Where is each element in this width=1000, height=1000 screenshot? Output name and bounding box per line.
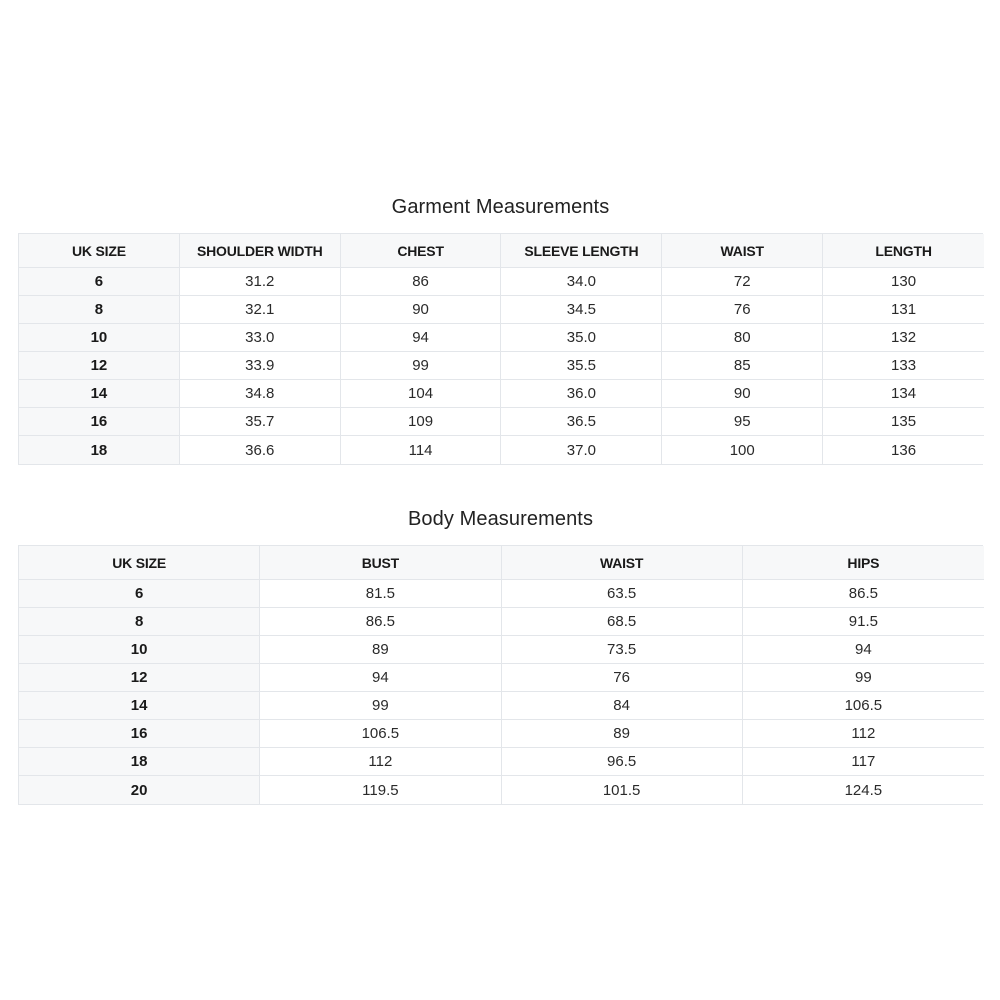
body-size-cell: 14 [19,692,260,720]
garment-cell-chest: 104 [341,380,502,408]
garment-size-cell: 16 [19,408,180,436]
body-cell-bust: 112 [260,748,501,776]
garment-cell-waist: 76 [662,296,823,324]
garment-header-length: LENGTH [823,234,984,268]
body-header-uk-size: UK SIZE [19,546,260,580]
body-header-row [19,546,984,580]
garment-cell-chest: 99 [341,352,502,380]
body-cell-bust: 94 [260,664,501,692]
body-measurements-section [18,505,983,805]
body-cell-bust: 106.5 [260,720,501,748]
body-header-waist: WAIST [502,546,743,580]
garment-cell-sleeve-length: 37.0 [501,436,662,464]
garment-cell-length: 135 [823,408,984,436]
body-header-hips: HIPS [743,546,984,580]
garment-cell-shoulder-width: 33.0 [180,324,341,352]
garment-cell-sleeve-length: 34.0 [501,268,662,296]
table-row [19,748,984,776]
garment-size-cell: 8 [19,296,180,324]
body-cell-bust: 99 [260,692,501,720]
garment-cell-length: 131 [823,296,984,324]
garment-cell-sleeve-length: 36.0 [501,380,662,408]
body-cell-waist: 96.5 [502,748,743,776]
table-row [19,664,984,692]
garment-header-uk-size: UK SIZE [19,234,180,268]
garment-cell-sleeve-length: 34.5 [501,296,662,324]
garment-measurements-section [18,193,983,465]
body-size-cell: 10 [19,636,260,664]
garment-cell-shoulder-width: 32.1 [180,296,341,324]
body-cell-waist: 76 [502,664,743,692]
garment-cell-chest: 90 [341,296,502,324]
table-row [19,268,984,296]
body-size-cell: 18 [19,748,260,776]
body-size-cell: 8 [19,608,260,636]
garment-size-cell: 6 [19,268,180,296]
body-cell-hips: 86.5 [743,580,984,608]
body-cell-bust: 86.5 [260,608,501,636]
table-row [19,352,984,380]
garment-cell-waist: 72 [662,268,823,296]
body-cell-waist: 101.5 [502,776,743,804]
table-row [19,692,984,720]
table-row [19,296,984,324]
garment-cell-length: 133 [823,352,984,380]
table-row [19,408,984,436]
body-cell-bust: 81.5 [260,580,501,608]
body-cell-hips: 94 [743,636,984,664]
body-table-wrapper [18,545,983,805]
garment-measurements-title: Garment Measurements [391,196,610,218]
table-row [19,636,984,664]
garment-cell-shoulder-width: 33.9 [180,352,341,380]
body-cell-hips: 124.5 [743,776,984,804]
garment-table-body [19,268,984,464]
garment-header-chest: CHEST [341,234,502,268]
table-row [19,380,984,408]
garment-cell-shoulder-width: 35.7 [180,408,341,436]
body-size-cell: 6 [19,580,260,608]
body-cell-bust: 119.5 [260,776,501,804]
garment-cell-waist: 85 [662,352,823,380]
body-cell-waist: 84 [502,692,743,720]
garment-cell-length: 132 [823,324,984,352]
garment-measurements-table [19,234,984,464]
garment-cell-length: 134 [823,380,984,408]
garment-cell-waist: 80 [662,324,823,352]
garment-header-waist: WAIST [662,234,823,268]
body-cell-waist: 73.5 [502,636,743,664]
garment-cell-length: 136 [823,436,984,464]
body-size-cell: 16 [19,720,260,748]
body-size-cell: 20 [19,776,260,804]
body-cell-hips: 117 [743,748,984,776]
body-header-bust: BUST [260,546,501,580]
table-row [19,720,984,748]
body-cell-waist: 63.5 [502,580,743,608]
body-cell-hips: 106.5 [743,692,984,720]
table-row [19,324,984,352]
body-cell-hips: 99 [743,664,984,692]
garment-size-cell: 18 [19,436,180,464]
garment-cell-sleeve-length: 35.5 [501,352,662,380]
garment-cell-waist: 90 [662,380,823,408]
garment-table-wrapper [18,233,983,465]
garment-cell-shoulder-width: 34.8 [180,380,341,408]
body-cell-waist: 68.5 [502,608,743,636]
garment-cell-shoulder-width: 36.6 [180,436,341,464]
body-cell-hips: 91.5 [743,608,984,636]
garment-header-shoulder-width: SHOULDER WIDTH [180,234,341,268]
table-row [19,776,984,804]
body-cell-bust: 89 [260,636,501,664]
body-measurements-title: Body Measurements [407,508,594,530]
body-cell-waist: 89 [502,720,743,748]
table-row [19,436,984,464]
garment-cell-shoulder-width: 31.2 [180,268,341,296]
garment-header-sleeve-length: SLEEVE LENGTH [501,234,662,268]
garment-cell-waist: 100 [662,436,823,464]
body-measurements-table [19,546,984,804]
garment-size-cell: 12 [19,352,180,380]
garment-cell-waist: 95 [662,408,823,436]
garment-size-cell: 14 [19,380,180,408]
body-cell-hips: 112 [743,720,984,748]
garment-cell-chest: 114 [341,436,502,464]
garment-header-row [19,234,984,268]
garment-cell-chest: 86 [341,268,502,296]
garment-cell-sleeve-length: 35.0 [501,324,662,352]
garment-cell-sleeve-length: 36.5 [501,408,662,436]
garment-size-cell: 10 [19,324,180,352]
table-row [19,580,984,608]
garment-cell-chest: 94 [341,324,502,352]
garment-cell-length: 130 [823,268,984,296]
garment-cell-chest: 109 [341,408,502,436]
body-table-body [19,580,984,804]
body-size-cell: 12 [19,664,260,692]
table-row [19,608,984,636]
